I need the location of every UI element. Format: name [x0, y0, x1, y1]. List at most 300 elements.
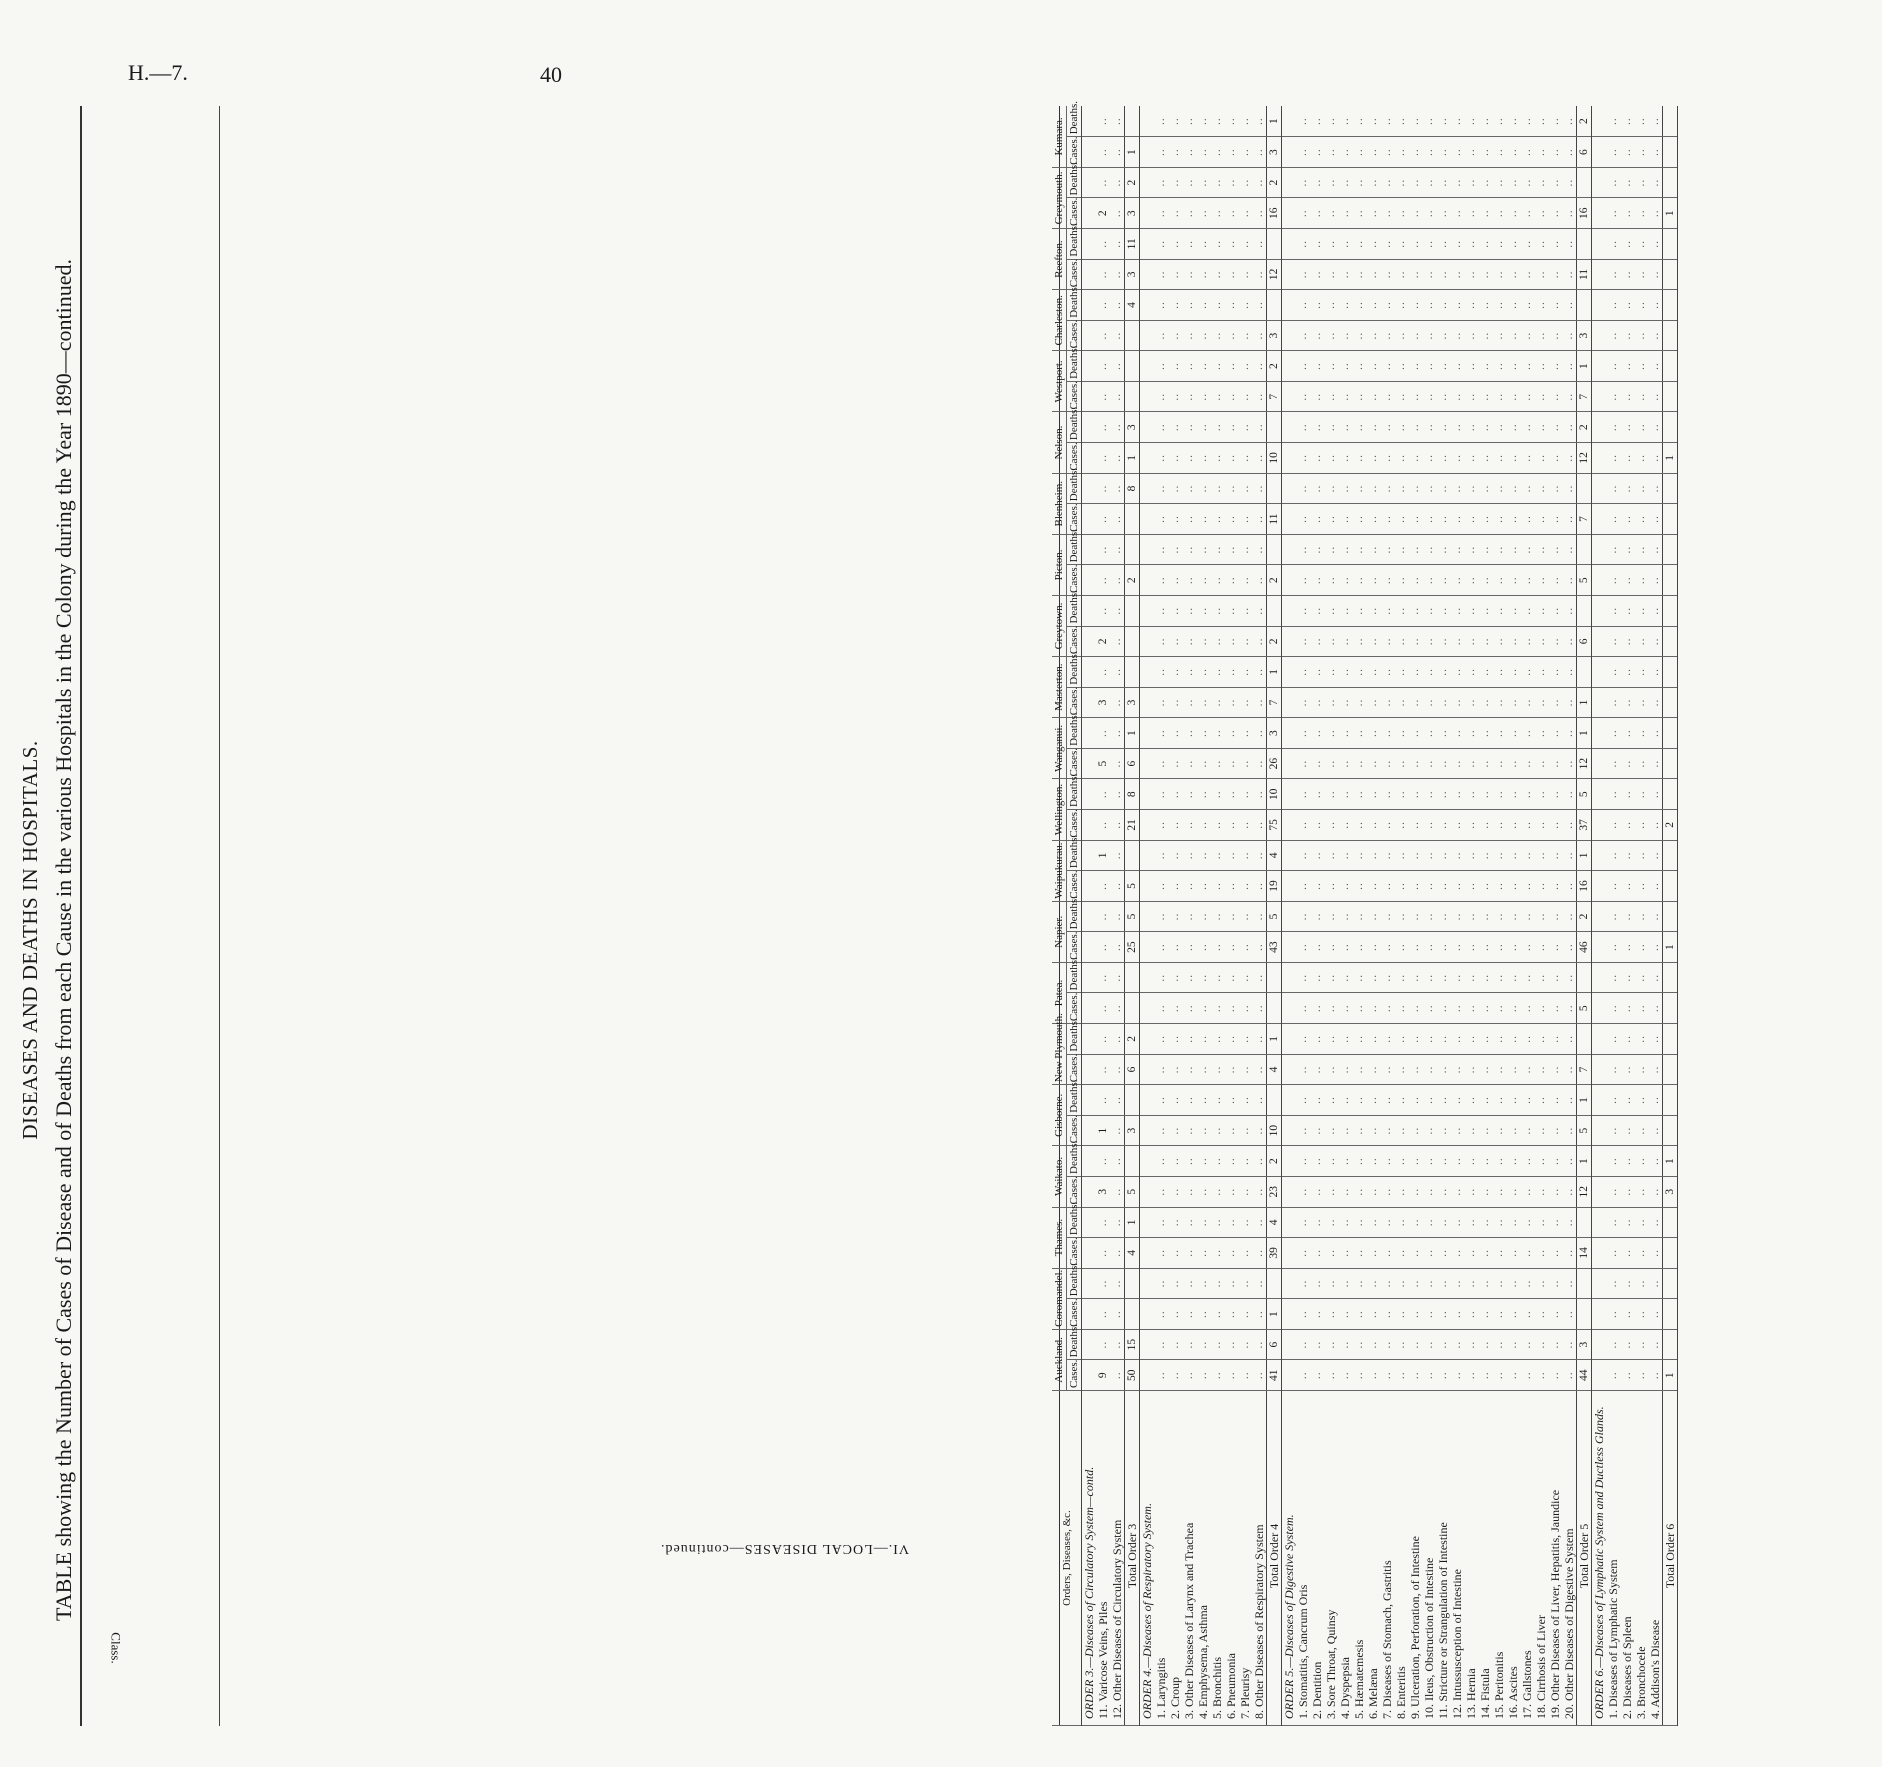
- row-label: 17. Gallstones: [1520, 1391, 1534, 1726]
- table-cell: ..: [1154, 381, 1168, 412]
- table-cell: [1663, 626, 1678, 657]
- table-cell: ..: [1506, 229, 1520, 260]
- table-cell: ..: [1436, 993, 1450, 1024]
- table-cell: ..: [1352, 1299, 1366, 1330]
- table-cell: ..: [1450, 137, 1464, 168]
- table-cell: ..: [1252, 657, 1267, 688]
- table-cell: ..: [1634, 167, 1648, 198]
- table-cell: ..: [1338, 595, 1352, 626]
- row-label: 4. Dyspepsia: [1338, 1391, 1352, 1726]
- table-cell: ..: [1168, 595, 1182, 626]
- table-cell: ..: [1648, 534, 1663, 565]
- table-cell: ..: [1338, 1176, 1352, 1207]
- table-cell: ..: [1310, 1299, 1324, 1330]
- table-cell: ..: [1252, 626, 1267, 657]
- table-cell: 9: [1096, 1360, 1110, 1391]
- table-cell: [1082, 1238, 1097, 1269]
- table-cell: ..: [1352, 1329, 1366, 1360]
- table-cell: ..: [1534, 229, 1548, 260]
- table-cell: ..: [1648, 993, 1663, 1024]
- table-cell: [1282, 1207, 1297, 1238]
- title-block: [18, 160, 77, 1720]
- order-title-row: [1282, 106, 1297, 1726]
- table-cell: ..: [1252, 167, 1267, 198]
- table-cell: ..: [1338, 381, 1352, 412]
- table-row: [1534, 106, 1548, 1726]
- table-cell: [1663, 1024, 1678, 1055]
- table-cell: 1: [1125, 1207, 1140, 1238]
- table-cell: ..: [1196, 1115, 1210, 1146]
- table-cell: ..: [1238, 901, 1252, 932]
- table-cell: ..: [1506, 1085, 1520, 1116]
- table-cell: ..: [1464, 779, 1478, 810]
- table-cell: [1663, 473, 1678, 504]
- table-row: [1338, 106, 1352, 1726]
- table-cell: ..: [1534, 534, 1548, 565]
- table-cell: ..: [1450, 290, 1464, 321]
- table-cell: [1592, 137, 1607, 168]
- table-cell: ..: [1182, 473, 1196, 504]
- table-cell: ..: [1366, 1268, 1380, 1299]
- table-cell: 10: [1267, 1115, 1282, 1146]
- table-cell: [1140, 687, 1155, 718]
- table-cell: ..: [1394, 932, 1408, 963]
- table-cell: [1592, 412, 1607, 443]
- table-cell: ..: [1394, 504, 1408, 535]
- table-cell: ..: [1422, 657, 1436, 688]
- table-cell: ..: [1606, 137, 1620, 168]
- table-cell: ..: [1422, 443, 1436, 474]
- table-cell: ..: [1096, 1238, 1110, 1269]
- table-cell: [1663, 962, 1678, 993]
- table-cell: ..: [1182, 871, 1196, 902]
- table-cell: ..: [1224, 137, 1238, 168]
- table-cell: ..: [1110, 932, 1125, 963]
- table-cell: ..: [1620, 993, 1634, 1024]
- table-cell: ..: [1506, 1176, 1520, 1207]
- table-cell: [1282, 198, 1297, 229]
- deaths-header: Deaths.: [1067, 718, 1082, 749]
- table-cell: ..: [1394, 1238, 1408, 1269]
- hospital-header: Masterton.: [1052, 657, 1067, 718]
- table-cell: ..: [1196, 167, 1210, 198]
- table-cell: [1577, 962, 1592, 993]
- table-cell: ..: [1352, 718, 1366, 749]
- table-cell: ..: [1110, 595, 1125, 626]
- table-cell: ..: [1110, 1054, 1125, 1085]
- table-cell: ..: [1296, 1024, 1310, 1055]
- table-cell: ..: [1478, 381, 1492, 412]
- table-cell: ..: [1252, 106, 1267, 137]
- table-cell: ..: [1310, 290, 1324, 321]
- table-cell: ..: [1506, 779, 1520, 810]
- table-cell: ..: [1154, 229, 1168, 260]
- table-cell: ..: [1338, 871, 1352, 902]
- table-cell: ..: [1534, 595, 1548, 626]
- table-cell: [1282, 473, 1297, 504]
- table-cell: ..: [1620, 779, 1634, 810]
- row-label: 13. Hernia: [1464, 1391, 1478, 1726]
- table-cell: ..: [1506, 932, 1520, 963]
- table-cell: ..: [1210, 871, 1224, 902]
- table-cell: ..: [1436, 198, 1450, 229]
- table-cell: ..: [1210, 1360, 1224, 1391]
- table-cell: ..: [1478, 1207, 1492, 1238]
- table-cell: ..: [1450, 1238, 1464, 1269]
- table-cell: ..: [1648, 259, 1663, 290]
- table-cell: [1082, 1115, 1097, 1146]
- table-cell: 46: [1577, 932, 1592, 963]
- table-cell: 2: [1267, 351, 1282, 382]
- table-cell: ..: [1464, 198, 1478, 229]
- table-cell: ..: [1548, 290, 1562, 321]
- table-cell: ..: [1648, 443, 1663, 474]
- table-cell: [1663, 595, 1678, 626]
- table-cell: ..: [1450, 718, 1464, 749]
- table-cell: [1082, 106, 1097, 137]
- table-cell: ..: [1324, 1238, 1338, 1269]
- table-cell: ..: [1464, 137, 1478, 168]
- cases-header: Cases.: [1067, 1238, 1082, 1269]
- table-cell: [1140, 1176, 1155, 1207]
- table-cell: ..: [1492, 106, 1506, 137]
- table-cell: ..: [1450, 167, 1464, 198]
- table-cell: ..: [1492, 351, 1506, 382]
- table-cell: ..: [1394, 1054, 1408, 1085]
- table-row: [1422, 106, 1436, 1726]
- table-cell: [1577, 229, 1592, 260]
- table-cell: ..: [1492, 1299, 1506, 1330]
- table-cell: ..: [1366, 504, 1380, 535]
- table-cell: ..: [1110, 534, 1125, 565]
- hospital-header: Waikato.: [1052, 1146, 1067, 1207]
- table-cell: ..: [1436, 473, 1450, 504]
- table-cell: ..: [1422, 779, 1436, 810]
- table-cell: ..: [1606, 1268, 1620, 1299]
- table-cell: ..: [1252, 901, 1267, 932]
- table-cell: ..: [1296, 1085, 1310, 1116]
- table-cell: ..: [1450, 595, 1464, 626]
- table-cell: 2: [1577, 412, 1592, 443]
- table-cell: ..: [1548, 1268, 1562, 1299]
- table-cell: ..: [1238, 1146, 1252, 1177]
- table-cell: ..: [1210, 167, 1224, 198]
- table-cell: ..: [1634, 1054, 1648, 1085]
- table-cell: ..: [1422, 932, 1436, 963]
- table-cell: 3: [1267, 137, 1282, 168]
- table-row: [1154, 106, 1168, 1726]
- table-cell: ..: [1168, 626, 1182, 657]
- table-cell: [1282, 1360, 1297, 1391]
- table-cell: [1267, 534, 1282, 565]
- table-cell: ..: [1606, 1360, 1620, 1391]
- table-cell: ..: [1408, 137, 1422, 168]
- table-cell: ..: [1620, 381, 1634, 412]
- table-cell: ..: [1252, 932, 1267, 963]
- row-label: 11. Varicose Veins, Piles: [1096, 1391, 1110, 1726]
- table-cell: [1592, 993, 1607, 1024]
- table-cell: 6: [1267, 1329, 1282, 1360]
- table-cell: ..: [1338, 1299, 1352, 1330]
- table-cell: [1592, 718, 1607, 749]
- table-cell: ..: [1606, 229, 1620, 260]
- table-cell: 7: [1577, 1054, 1592, 1085]
- cases-header: Cases.: [1067, 993, 1082, 1024]
- table-cell: ..: [1296, 198, 1310, 229]
- table-cell: ..: [1606, 1299, 1620, 1330]
- table-cell: ..: [1380, 1024, 1394, 1055]
- table-cell: 5: [1125, 1176, 1140, 1207]
- table-cell: ..: [1210, 106, 1224, 137]
- table-cell: ..: [1492, 901, 1506, 932]
- table-cell: ..: [1154, 901, 1168, 932]
- table-cell: ..: [1648, 901, 1663, 932]
- table-cell: ..: [1436, 932, 1450, 963]
- table-cell: ..: [1366, 229, 1380, 260]
- table-cell: [1140, 718, 1155, 749]
- table-cell: ..: [1562, 1054, 1577, 1085]
- table-cell: ..: [1478, 1085, 1492, 1116]
- table-cell: ..: [1296, 993, 1310, 1024]
- table-cell: ..: [1478, 1146, 1492, 1177]
- table-cell: [1140, 473, 1155, 504]
- table-cell: [1592, 1176, 1607, 1207]
- table-cell: ..: [1210, 626, 1224, 657]
- table-cell: [1282, 534, 1297, 565]
- table-cell: ..: [1252, 1024, 1267, 1055]
- table-cell: ..: [1478, 840, 1492, 871]
- table-cell: ..: [1534, 167, 1548, 198]
- table-cell: ..: [1252, 504, 1267, 535]
- table-cell: [1140, 901, 1155, 932]
- table-cell: ..: [1606, 1329, 1620, 1360]
- table-row: [1548, 106, 1562, 1726]
- class-column: [80, 106, 220, 1726]
- table-cell: ..: [1520, 1054, 1534, 1085]
- table-cell: ..: [1520, 443, 1534, 474]
- table-row: [1464, 106, 1478, 1726]
- table-cell: ..: [1182, 1115, 1196, 1146]
- table-cell: ..: [1168, 1268, 1182, 1299]
- table-cell: ..: [1310, 1115, 1324, 1146]
- table-cell: ..: [1450, 779, 1464, 810]
- table-cell: ..: [1464, 443, 1478, 474]
- table-cell: ..: [1366, 1176, 1380, 1207]
- table-cell: ..: [1634, 993, 1648, 1024]
- table-cell: ..: [1606, 167, 1620, 198]
- table-cell: ..: [1338, 1024, 1352, 1055]
- table-cell: 3: [1096, 1176, 1110, 1207]
- table-cell: 3: [1577, 1329, 1592, 1360]
- hospital-header: New Plymouth.: [1052, 1024, 1067, 1085]
- table-cell: ..: [1380, 779, 1394, 810]
- table-cell: ..: [1110, 1268, 1125, 1299]
- table-cell: ..: [1562, 259, 1577, 290]
- table-cell: ..: [1464, 534, 1478, 565]
- table-cell: ..: [1224, 473, 1238, 504]
- table-cell: ..: [1196, 1238, 1210, 1269]
- table-cell: ..: [1450, 1024, 1464, 1055]
- table-cell: 6: [1577, 137, 1592, 168]
- table-cell: ..: [1366, 1146, 1380, 1177]
- table-cell: ..: [1534, 962, 1548, 993]
- table-cell: ..: [1338, 687, 1352, 718]
- table-cell: ..: [1464, 473, 1478, 504]
- table-cell: ..: [1548, 1024, 1562, 1055]
- table-cell: ..: [1408, 534, 1422, 565]
- table-cell: ..: [1478, 412, 1492, 443]
- hospital-header: Coromandel.: [1052, 1268, 1067, 1329]
- table-cell: [1663, 840, 1678, 871]
- table-cell: ..: [1238, 290, 1252, 321]
- table-cell: ..: [1634, 381, 1648, 412]
- table-cell: ..: [1154, 534, 1168, 565]
- table-cell: ..: [1182, 290, 1196, 321]
- table-cell: ..: [1154, 1329, 1168, 1360]
- table-cell: ..: [1366, 198, 1380, 229]
- table-cell: ..: [1464, 412, 1478, 443]
- table-cell: 2: [1125, 1024, 1140, 1055]
- table-cell: ..: [1110, 1146, 1125, 1177]
- table-cell: ..: [1562, 871, 1577, 902]
- table-cell: ..: [1648, 198, 1663, 229]
- table-cell: ..: [1464, 901, 1478, 932]
- table-cell: [1140, 840, 1155, 871]
- table-cell: ..: [1210, 198, 1224, 229]
- table-cell: ..: [1562, 565, 1577, 596]
- table-cell: ..: [1310, 1024, 1324, 1055]
- table-cell: ..: [1520, 320, 1534, 351]
- table-cell: ..: [1252, 718, 1267, 749]
- table-cell: ..: [1492, 1054, 1506, 1085]
- deaths-header: Deaths.: [1067, 962, 1082, 993]
- table-cell: ..: [1534, 871, 1548, 902]
- table-cell: ..: [1534, 840, 1548, 871]
- table-cell: ..: [1520, 779, 1534, 810]
- table-cell: ..: [1168, 1299, 1182, 1330]
- table-cell: ..: [1380, 412, 1394, 443]
- table-cell: ..: [1096, 137, 1110, 168]
- table-cell: ..: [1380, 504, 1394, 535]
- table-cell: ..: [1296, 351, 1310, 382]
- table-cell: ..: [1310, 901, 1324, 932]
- cases-header: Cases.: [1067, 443, 1082, 474]
- table-cell: ..: [1506, 1299, 1520, 1330]
- table-cell: ..: [1634, 1238, 1648, 1269]
- table-cell: ..: [1478, 1024, 1492, 1055]
- table-cell: 3: [1125, 412, 1140, 443]
- table-cell: ..: [1338, 198, 1352, 229]
- table-cell: ..: [1394, 779, 1408, 810]
- table-cell: ..: [1182, 351, 1196, 382]
- row-label: 7. Diseases of Stomach, Gastritis: [1380, 1391, 1394, 1726]
- table-cell: ..: [1562, 840, 1577, 871]
- table-cell: ..: [1196, 1360, 1210, 1391]
- table-cell: [1592, 351, 1607, 382]
- table-cell: ..: [1324, 351, 1338, 382]
- table-cell: ..: [1520, 1268, 1534, 1299]
- table-cell: ..: [1436, 595, 1450, 626]
- table-cell: [1140, 1268, 1155, 1299]
- table-cell: ..: [1366, 137, 1380, 168]
- table-cell: [1267, 962, 1282, 993]
- row-label: 4. Addison's Disease: [1648, 1391, 1663, 1726]
- table-cell: ..: [1648, 167, 1663, 198]
- table-cell: ..: [1408, 687, 1422, 718]
- table-cell: ..: [1562, 1024, 1577, 1055]
- table-cell: ..: [1620, 167, 1634, 198]
- table-cell: ..: [1168, 412, 1182, 443]
- table-cell: 2: [1125, 565, 1140, 596]
- table-cell: ..: [1096, 810, 1110, 841]
- table-cell: ..: [1648, 1329, 1663, 1360]
- table-cell: ..: [1520, 626, 1534, 657]
- table-cell: ..: [1548, 351, 1562, 382]
- table-cell: [1663, 1299, 1678, 1330]
- table-cell: [1140, 443, 1155, 474]
- table-cell: ..: [1548, 901, 1562, 932]
- table-cell: ..: [1338, 932, 1352, 963]
- table-cell: ..: [1562, 106, 1577, 137]
- table-cell: ..: [1380, 993, 1394, 1024]
- row-label: ORDER 4.—Diseases of Respiratory System.: [1140, 1391, 1155, 1726]
- table-cell: ..: [1620, 810, 1634, 841]
- table-cell: ..: [1252, 412, 1267, 443]
- table-cell: 2: [1577, 901, 1592, 932]
- table-row: [1506, 106, 1520, 1726]
- table-cell: [1082, 748, 1097, 779]
- table-cell: ..: [1366, 565, 1380, 596]
- table-cell: [1082, 595, 1097, 626]
- table-cell: ..: [1168, 687, 1182, 718]
- table-row: [1110, 106, 1125, 1726]
- table-cell: ..: [1182, 167, 1196, 198]
- table-cell: ..: [1506, 351, 1520, 382]
- table-cell: ..: [1252, 137, 1267, 168]
- table-cell: 5: [1577, 565, 1592, 596]
- table-cell: ..: [1464, 1238, 1478, 1269]
- table-cell: ..: [1324, 871, 1338, 902]
- table-cell: ..: [1648, 748, 1663, 779]
- table-cell: 5: [1577, 993, 1592, 1024]
- table-cell: ..: [1366, 1238, 1380, 1269]
- table-cell: [1663, 1207, 1678, 1238]
- table-cell: ..: [1394, 871, 1408, 902]
- table-cell: ..: [1634, 198, 1648, 229]
- row-label: 8. Enteritis: [1394, 1391, 1408, 1726]
- table-cell: ..: [1606, 748, 1620, 779]
- table-cell: ..: [1380, 718, 1394, 749]
- table-cell: 1: [1663, 1146, 1678, 1177]
- table-cell: ..: [1606, 718, 1620, 749]
- table-cell: ..: [1238, 595, 1252, 626]
- table-cell: ..: [1422, 1024, 1436, 1055]
- table-cell: ..: [1224, 290, 1238, 321]
- table-cell: ..: [1492, 840, 1506, 871]
- table-cell: ..: [1252, 443, 1267, 474]
- table-cell: ..: [1520, 534, 1534, 565]
- table-cell: [1282, 137, 1297, 168]
- table-cell: ..: [1464, 1299, 1478, 1330]
- table-cell: ..: [1352, 1268, 1366, 1299]
- table-cell: [1663, 351, 1678, 382]
- table-cell: ..: [1238, 1360, 1252, 1391]
- deaths-header: Deaths.: [1067, 229, 1082, 260]
- table-cell: ..: [1492, 595, 1506, 626]
- table-cell: [1082, 1146, 1097, 1177]
- table-cell: ..: [1492, 1176, 1506, 1207]
- table-cell: ..: [1296, 1054, 1310, 1085]
